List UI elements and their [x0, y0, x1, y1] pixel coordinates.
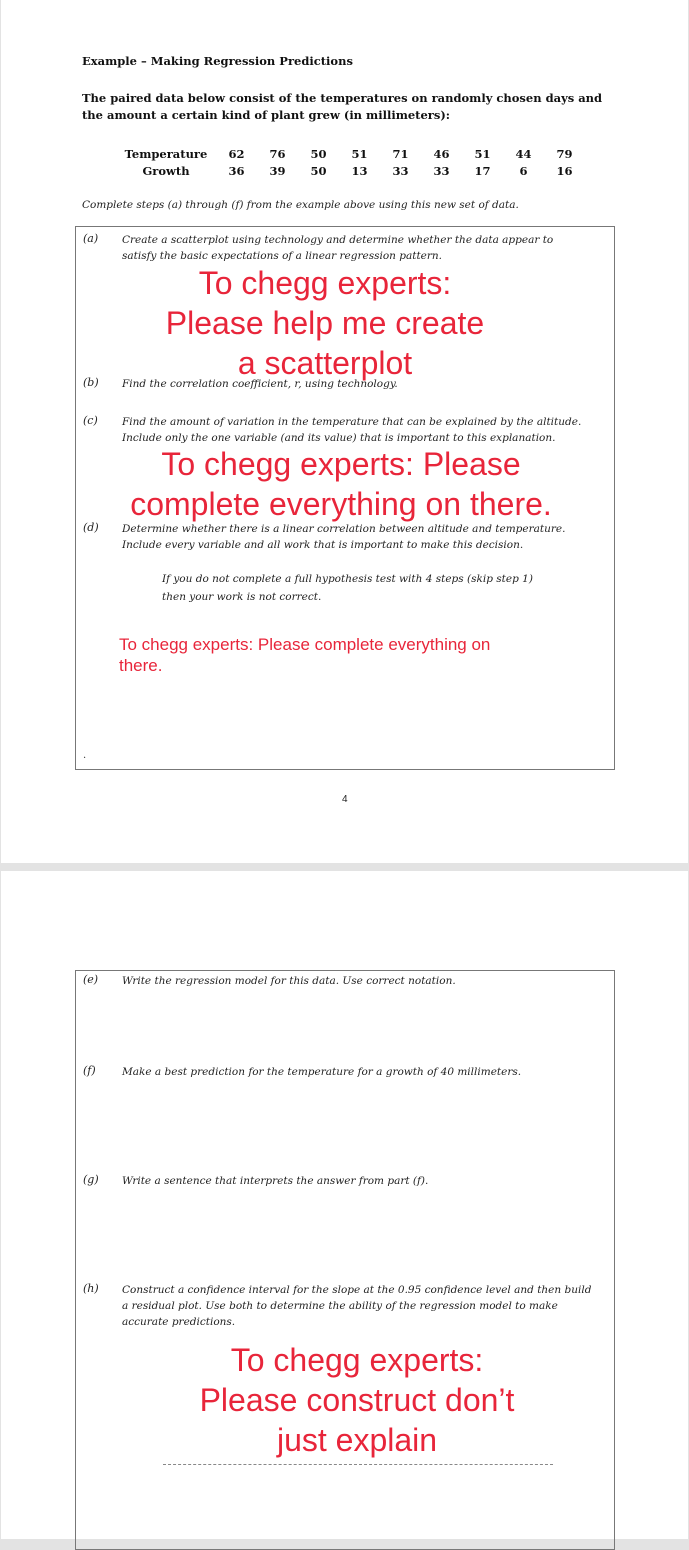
table-row	[116, 145, 585, 162]
part-c-text: Find the amount of variation in the temperature that can be explained by the altitude. Include only the one variable (and its value) that is important to this explanation.	[122, 416, 582, 444]
worksheet-page-2	[1, 871, 688, 1539]
part-h-label: (h)	[83, 1282, 99, 1295]
part-e-label: (e)	[83, 973, 99, 986]
part-g-label: (g)	[83, 1173, 99, 1186]
chegg-note-construct: To chegg experts: Please construct don’t just explain	[199, 1342, 515, 1458]
table-row	[116, 162, 585, 179]
data-table	[116, 145, 585, 179]
table-cell: 39	[269, 163, 286, 178]
table-cell: 36	[228, 163, 245, 178]
answer-box	[75, 970, 615, 1550]
table-cell: 62	[228, 146, 245, 161]
table-cell: 44	[515, 146, 532, 161]
intro-text: The paired data below consist of the temperatures on randomly chosen days and the amount a certain kind of plant grew (in millimeters):	[82, 91, 603, 122]
table-cell: 51	[474, 146, 491, 161]
chegg-note-scatterplot: To chegg experts: Please help me create a scatterplot	[165, 265, 485, 381]
part-d-text: Determine whether there is a linear correlation between altitude and temperature. Include every variable and all work that is important to make this decision.	[122, 523, 566, 551]
table-cell: 6	[519, 163, 528, 178]
page-number: 4	[342, 794, 348, 805]
table-cell: 51	[351, 146, 368, 161]
part-d-label: (d)	[83, 521, 99, 534]
dashed-divider	[163, 1464, 553, 1465]
part-b-label: (b)	[83, 376, 99, 389]
part-a-text: Create a scatterplot using technology and determine whether the data appear to satisfy the basic expectations of a linear regression pattern.	[122, 234, 554, 262]
part-f-label: (f)	[83, 1064, 96, 1077]
table-cell: 50	[310, 146, 327, 161]
table-cell: 33	[433, 163, 450, 178]
chegg-note-complete: To chegg experts: Please complete everything on there.	[130, 446, 552, 522]
part-e-text: Write the regression model for this data. Use correct notation.	[122, 975, 456, 987]
part-c-label: (c)	[83, 414, 98, 427]
part-a-label: (a)	[83, 232, 99, 245]
table-cell: 16	[556, 163, 573, 178]
table-cell: 50	[310, 163, 327, 178]
steps-note: Complete steps (a) through (f) from the example above using this new set of data.	[82, 199, 519, 211]
part-h-text: Construct a confidence interval for the slope at the 0.95 confidence level and then build a residual plot. Use both to determine the ability of the regression model to make accurate predictions.	[122, 1284, 592, 1328]
worksheet-page-1	[1, 0, 688, 863]
table-cell: 13	[351, 163, 368, 178]
page-title: Example – Making Regression Predictions	[82, 54, 353, 68]
table-cell: 76	[269, 146, 286, 161]
row-label: Temperature	[124, 146, 208, 161]
part-g-text: Write a sentence that interprets the answer from part (f).	[122, 1175, 429, 1187]
chegg-note-small: To chegg experts: Please complete everything on there.	[119, 635, 491, 675]
table-cell: 79	[556, 146, 573, 161]
part-b-text: Find the correlation coefficient, r, using technology.	[122, 378, 398, 390]
table-cell: 46	[433, 146, 450, 161]
part-d-note: If you do not complete a full hypothesis test with 4 steps (skip step 1) then your work is not correct.	[162, 573, 533, 603]
table-cell: 17	[474, 163, 491, 178]
table-cell: 33	[392, 163, 409, 178]
row-label: Growth	[142, 163, 190, 178]
table-cell: 71	[392, 146, 409, 161]
stray-dot: .	[83, 750, 87, 761]
part-f-text: Make a best prediction for the temperature for a growth of 40 millimeters.	[122, 1066, 522, 1078]
